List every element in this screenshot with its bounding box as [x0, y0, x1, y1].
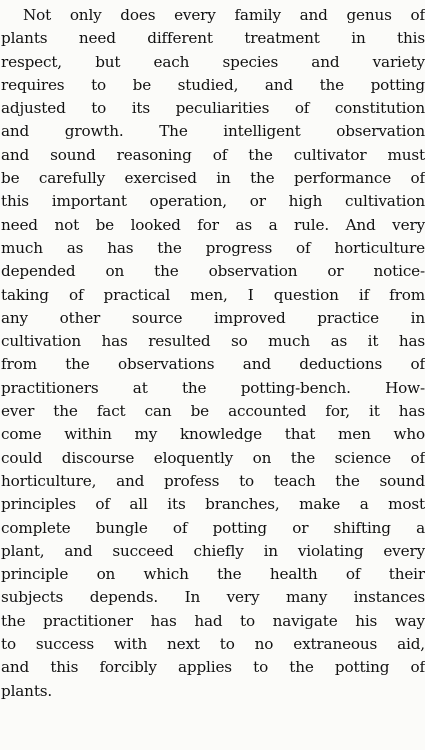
- text-line: to success with next to no extraneous aid,: [1, 635, 425, 654]
- text-line: principles of all its branches, make a most: [1, 495, 425, 514]
- text-line: subjects depends. In very many instances: [1, 588, 425, 607]
- text-line: depended on the observation or notice-: [1, 262, 425, 281]
- text-line: practitioners at the potting-bench. How-: [1, 378, 425, 397]
- text-line: plants.: [1, 681, 53, 700]
- text-line: the practitioner has had to navigate his way: [1, 611, 425, 630]
- text-line: respect, but each species and variety: [1, 52, 425, 71]
- text-line: principle on which the health of their: [1, 565, 425, 584]
- text-line: any other source improved practice in: [1, 308, 425, 327]
- text-line: ever the fact can be accounted for, it has: [1, 402, 425, 421]
- text-line: horticulture, and profess to teach the sound: [1, 471, 425, 490]
- text-line: and sound reasoning of the cultivator must: [1, 145, 425, 164]
- body-paragraph: [1, 4, 425, 703]
- text-line: adjusted to its peculiarities of constitution: [1, 99, 425, 118]
- text-line: requires to be studied, and the potting: [1, 75, 425, 94]
- text-line: taking of practical men, I question if from: [1, 285, 425, 304]
- text-line: much as has the progress of horticulture: [1, 238, 425, 257]
- text-line: and growth. The intelligent observation: [1, 122, 425, 141]
- text-line: plant, and succeed chiefly in violating every: [1, 541, 425, 560]
- text-line: cultivation has resulted so much as it has: [1, 332, 425, 351]
- text-line: be carefully exercised in the performance of: [1, 169, 425, 188]
- text-line: and this forcibly applies to the potting of: [1, 658, 425, 677]
- text-line: from the observations and deductions of: [1, 355, 425, 374]
- text-line: come within my knowledge that men who: [1, 425, 425, 444]
- text-line: this important operation, or high cultivation: [1, 192, 425, 211]
- text-line: need not be looked for as a rule. And very: [1, 215, 425, 234]
- text-line: plants need different treatment in this: [1, 29, 425, 48]
- text-line: could discourse eloquently on the science of: [1, 448, 425, 467]
- text-line: complete bungle of potting or shifting a: [1, 518, 425, 537]
- text-line: Not only does every family and genus of: [23, 6, 425, 24]
